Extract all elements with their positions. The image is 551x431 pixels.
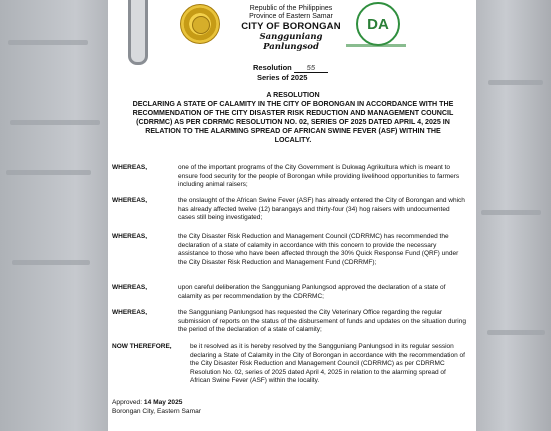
clause-keyword: WHEREAS, [112, 309, 148, 316]
logo-text: DA [367, 15, 389, 33]
blurred-text-line [10, 120, 100, 125]
approved-date: 14 May 2025 [143, 399, 183, 406]
clause-text: the Sangguniang Panlungsod has requested the City Veterinary Office regarding the regular submission of reports on the status of the disbursement of funds and updates on the situation during the period of the declaration of a state of calamity; [178, 309, 466, 334]
clause-keyword: WHEREAS, [112, 284, 148, 291]
clause-text: be it resolved as it is hereby resolved by the Sangguniang Panlungsod in its regular session declaring a State of Calamity in the City of Borongan in accordance with the recommendation of the City Disaster Risk Reduction and Management Council (CDRRMC) as per CDRRMC Resolution No. 02, series of 2025 dated April 4, 2025 in relation to the alarming spread of African Swine Fever (ASF) within the locality. [190, 343, 465, 385]
letterhead-text [236, 5, 346, 52]
province-line: Province of Eastern Samar [249, 13, 333, 20]
city-seal-icon [180, 4, 220, 44]
logo-tagline [346, 44, 406, 47]
resolution-number [253, 63, 328, 73]
blurred-text-line [488, 80, 543, 85]
resolution-document [108, 0, 476, 431]
clause-keyword: WHEREAS, [112, 197, 148, 204]
place-line: Borongan City, Eastern Samar [112, 408, 201, 415]
title-text: DECLARING A STATE OF CALAMITY IN THE CITY OF BORONGAN IN ACCORDANCE WITH THE RECOMMENDATION OF THE CITY DISASTER RISK REDUCTION AND MANAGEMENT COUNCIL (CDRRMC) AS PER CDRRMC RESOLUTION NO. 02, SERIES OF 2025 DATED APRIL 4, 2025 IN RELATION TO THE ALARMING SPREAD OF AFRICAN SWINE FEVER (ASF) WITHIN THE LOCALITY. [132, 100, 454, 144]
clause-text: the onslaught of the African Swine Fever (ASF) has already entered the City of Borongan and which has already affected twelve (12) barangays and thirty-four (34) hog raisers with undocumented cases still being investigated; [178, 197, 465, 222]
blurred-text-line [12, 260, 90, 265]
clause-text: upon careful deliberation the Sangguniang Panlungsod approved the declaration of a state of calamity as per recommendation by the CDRRMC; [178, 284, 446, 300]
blurred-background-left [0, 0, 108, 431]
resolution-series: Series of 2025 [257, 73, 308, 82]
blurred-text-line [8, 40, 88, 45]
council-name: Sangguniang Panlungsod [259, 32, 323, 52]
blurred-text-line [481, 210, 541, 215]
blurred-background-right [476, 0, 551, 431]
binder-clip [128, 0, 148, 65]
title-heading: A RESOLUTION [266, 91, 320, 99]
clause-keyword: NOW THEREFORE, [112, 343, 172, 350]
letterhead [108, 0, 476, 52]
city-name: CITY OF BORONGAN [241, 21, 341, 32]
republic-line: Republic of the Philippines [249, 5, 333, 12]
approval-line [112, 398, 182, 407]
clause-keyword: WHEREAS, [112, 164, 148, 171]
resolution-label: Resolution [253, 63, 292, 72]
approved-label: Approved: [112, 399, 143, 406]
agriculture-logo-icon [356, 2, 400, 46]
blurred-text-line [6, 170, 91, 175]
clause-text: one of the important programs of the City Government is Dukwag Agrikultura which is meant to ensure food security for the people of Borongan while providing livelihood opportunities to farmers including animal raisers; [178, 164, 460, 189]
clause-keyword: WHEREAS, [112, 233, 148, 240]
resolution-title [128, 91, 458, 145]
resolution-number-value: 55 [294, 63, 328, 73]
clause-text: the City Disaster Risk Reduction and Management Council (CDRRMC) has recommended the declaration of a state of calamity in accordance with this concern to provide the necessary assistance to those who have been affected through the 30% Quick Response Fund (QRF) under the City Disaster Risk Reduction and Management Fund (CDRRMF); [178, 233, 459, 266]
blurred-text-line [487, 330, 545, 335]
